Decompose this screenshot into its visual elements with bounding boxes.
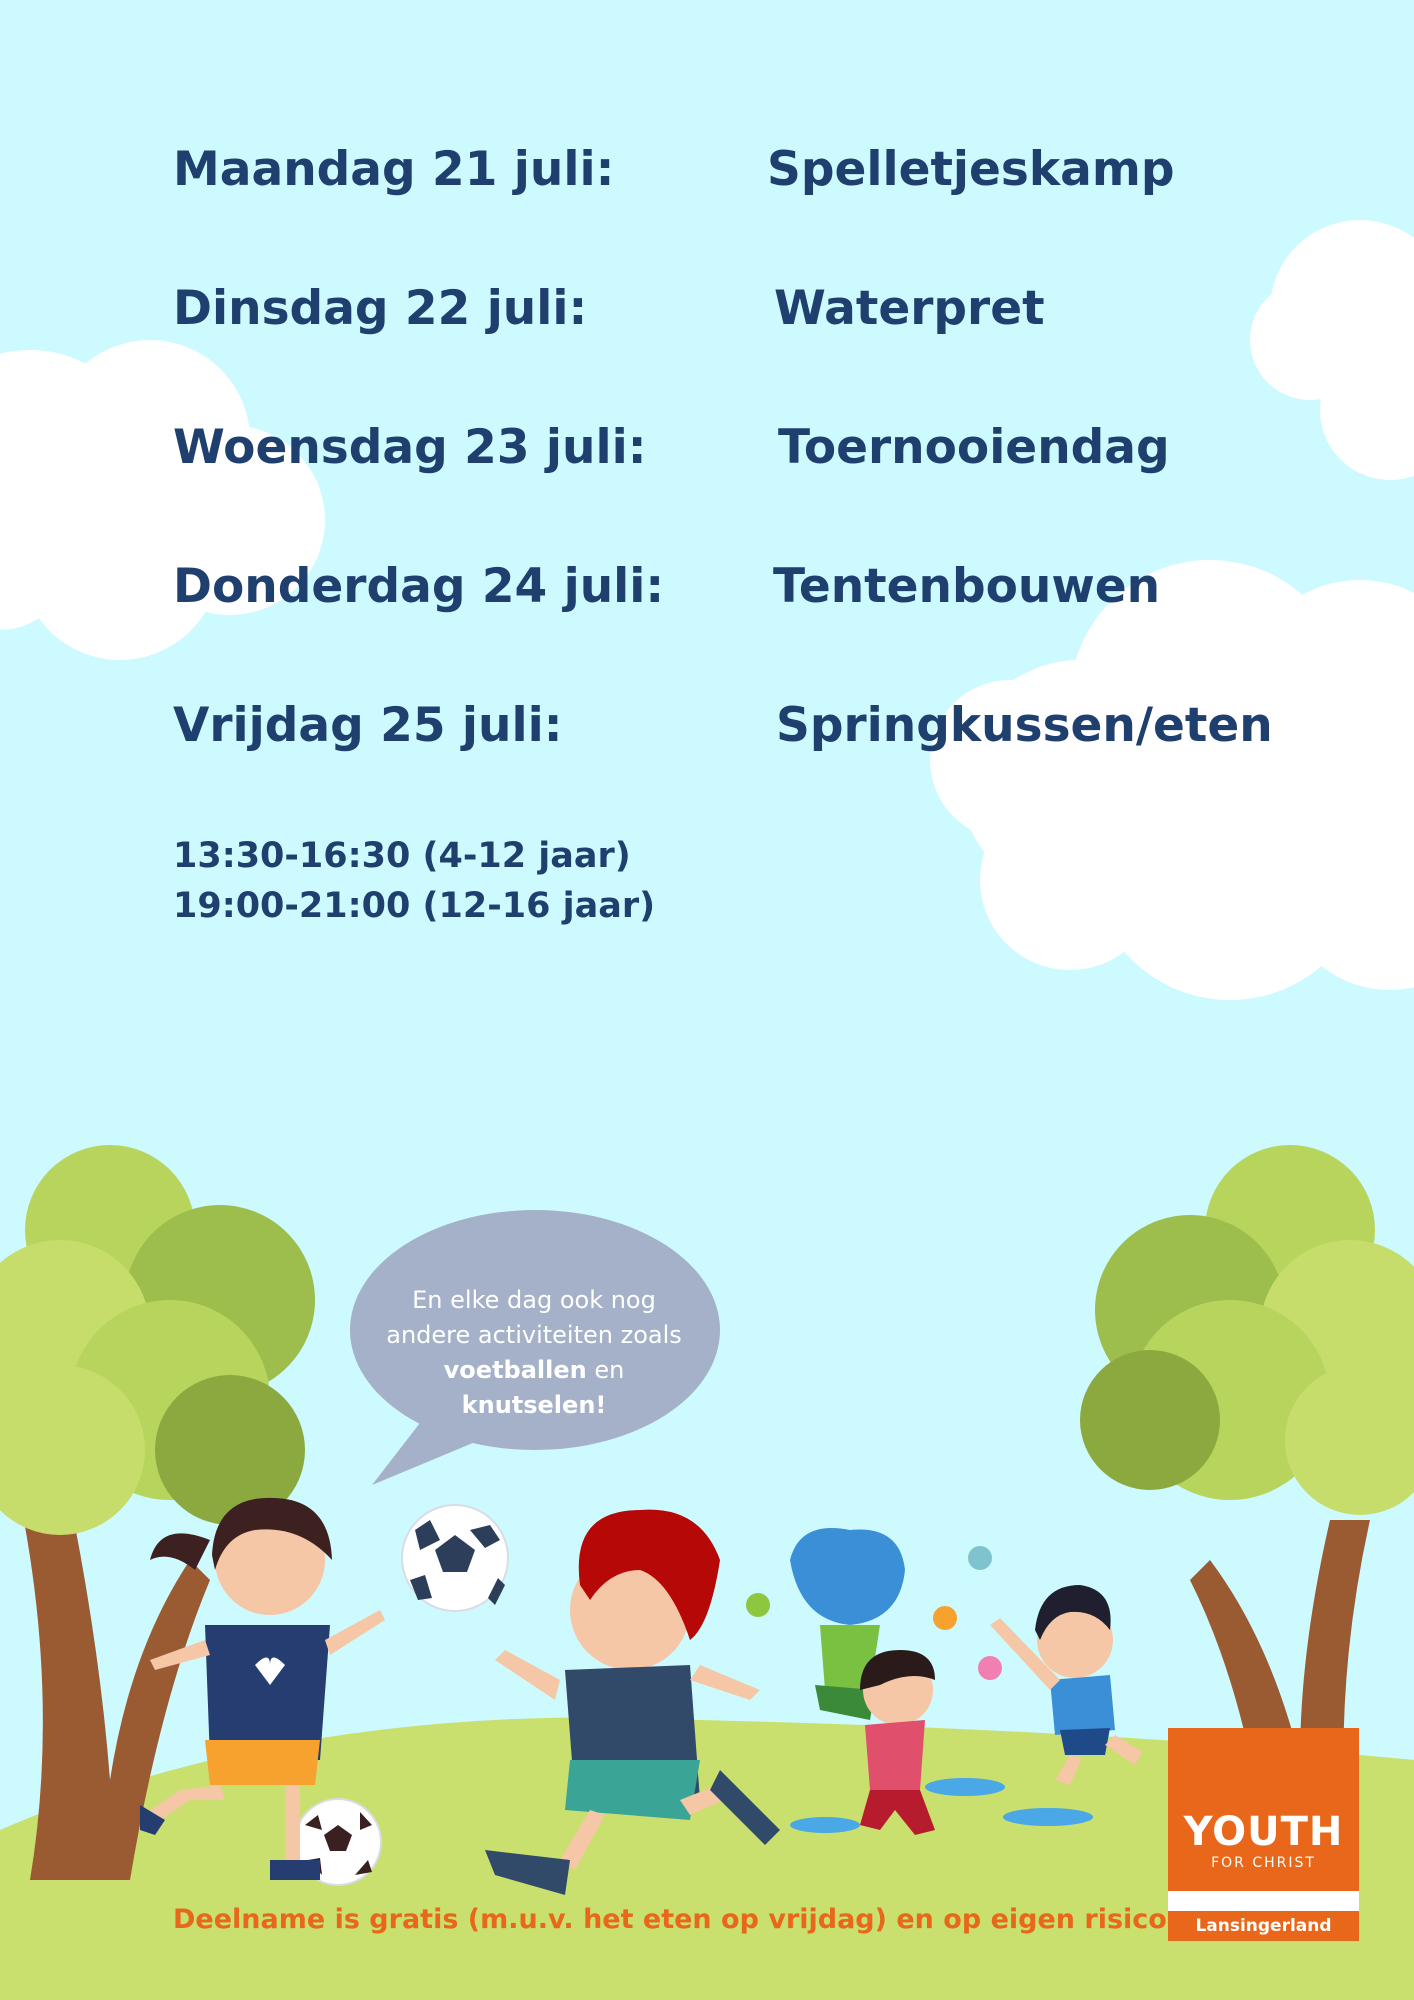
- day-label: Vrijdag 25 juli:: [173, 698, 563, 753]
- bubble-bold-crafts: knutselen!: [461, 1391, 607, 1419]
- day-label: Donderdag 24 juli:: [173, 559, 665, 614]
- bubble-line-3: [372, 1353, 696, 1423]
- logo-title: YOUTH: [1183, 1809, 1344, 1855]
- activity-label: Spelletjeskamp: [767, 142, 1175, 197]
- logo-stripe: [1168, 1891, 1359, 1911]
- time-slot-young: 13:30-16:30 (4-12 jaar): [173, 836, 631, 876]
- time-slot-teens: 19:00-21:00 (12-16 jaar): [173, 886, 656, 926]
- activity-label: Toernooiendag: [778, 420, 1170, 475]
- schedule-row-monday: [0, 140, 1414, 200]
- speech-bubble-text: [372, 1283, 696, 1423]
- bubble-connector: en: [586, 1356, 625, 1384]
- schedule-row-friday: [0, 696, 1414, 756]
- activity-label: Waterpret: [774, 281, 1045, 336]
- bubble-line-2: andere activiteiten zoals: [386, 1321, 682, 1349]
- logo-subtitle: FOR CHRIST: [1211, 1855, 1316, 1871]
- logo-location: Lansingerland: [1195, 1916, 1332, 1936]
- day-label: Dinsdag 22 juli:: [173, 281, 588, 336]
- activity-label: Springkussen/eten: [776, 698, 1273, 753]
- bubble-line-1: En elke dag ook nog: [412, 1286, 656, 1314]
- tree-foliage-right: [1080, 1145, 1414, 1515]
- activity-label: Tentenbouwen: [773, 559, 1161, 614]
- soccer-ball-air: [402, 1505, 508, 1611]
- schedule-row-wednesday: [0, 418, 1414, 478]
- bubble-bold-football: voetballen: [443, 1356, 587, 1384]
- footer-note: Deelname is gratis (m.u.v. het eten op vrijdag) en op eigen risico: [173, 1904, 1167, 1935]
- schedule-row-thursday: [0, 557, 1414, 617]
- cloud-right-big: [930, 560, 1414, 1000]
- youth-for-christ-logo: [1168, 1728, 1359, 1941]
- schedule-row-tuesday: [0, 279, 1414, 339]
- tree-foliage-left: [0, 1145, 315, 1535]
- day-label: Maandag 21 juli:: [173, 142, 615, 197]
- day-label: Woensdag 23 juli:: [173, 420, 647, 475]
